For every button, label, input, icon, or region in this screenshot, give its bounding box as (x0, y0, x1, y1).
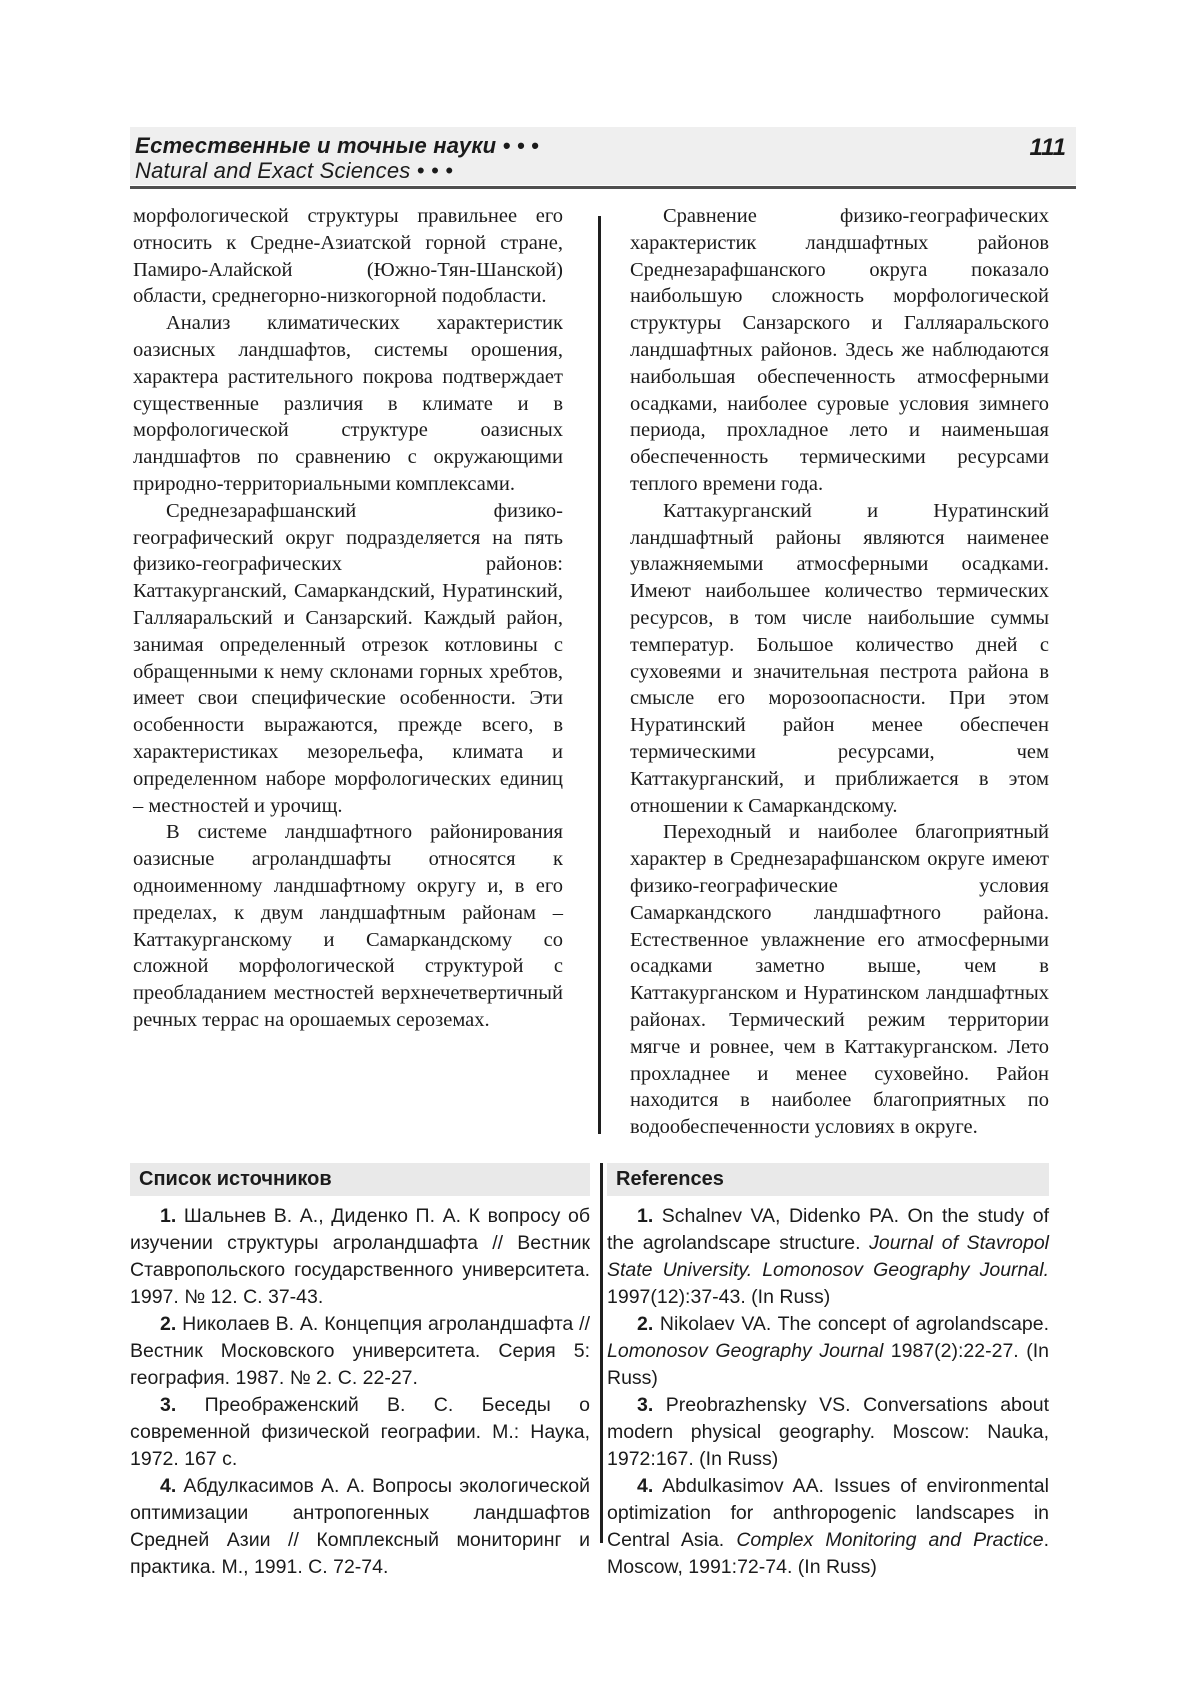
reference-item (607, 1392, 1049, 1473)
references-title: References (616, 1168, 724, 1190)
reference-item (130, 1392, 590, 1473)
reference-segment: Abdulkasimov AA. Issues of environmental optimization for anthropogenic landscapes in Central Asia. (607, 1475, 1049, 1551)
column-divider (598, 216, 601, 1134)
reference-segment: 2. (637, 1313, 654, 1335)
reference-segment: 1987(2):22-27. (In Russ) (607, 1340, 1049, 1389)
reference-item (130, 1473, 590, 1581)
reference-item (130, 1203, 590, 1311)
paragraph: Переходный и наиболее благоприятный характер в Среднезарафшанском округе имеют физико-географические условия Самаркандского ландшафтного района. Естественное увлажнение его атмосферными осадками заметно выше, чем в Каттакурганском и Нуратинском ландшафтных районах. Термический режим территории мягче и ровнее, чем в Каттакурганском. Лето прохладнее и менее суховейно. Район находится в наиболее благоприятных по водообеспеченности условиях в округе. (630, 821, 1049, 1139)
paragraph: Анализ климатических характеристик оазисных ландшафтов, системы орошения, характера растительного покрова подтверждает существенные различия в климате и в морфологической структуре оазисных ландшафтов по сравнению с окружающими природно-территориальными комплексами. (133, 312, 563, 495)
reference-segment: Schalnev VA, Didenko PA. On the study of the agrolandscape structure. (607, 1205, 1049, 1254)
reference-segment: Complex Monitoring and Practice (736, 1529, 1044, 1551)
reference-segment: Преображенский В. С. Беседы о современной физической географии. М.: Наука, 1972. 167 с. (130, 1394, 590, 1470)
reference-segment: 2. (160, 1313, 177, 1335)
reference-segment: Шальнев В. А., Диденко П. А. К вопросу об изучении структуры агроландшафта // Вестник Ставропольского государственного университета. 1997. № 12. С. 37-43. (130, 1205, 590, 1308)
reference-segment: Journal of Stavropol State University. Lomonosov Geography Journal. (607, 1232, 1049, 1281)
journal-section-title-en: Natural and Exact Sciences • • • (135, 158, 454, 183)
sources-title: Список источников (139, 1168, 332, 1190)
reference-item (607, 1311, 1049, 1392)
reference-segment: Абдулкасимов А. А. Вопросы экологической оптимизации антропогенных ландшафтов Средней Азии // Комплексный мониторинг и практика. М., 1991. С. 72-74. (130, 1475, 590, 1578)
reference-item (130, 1311, 590, 1392)
reference-segment: Николаев В. А. Концепция агроландшафта // Вестник Московского университета. Серия 5: география. 1987. № 2. С. 22-27. (130, 1313, 590, 1389)
article-left-column (133, 203, 563, 1034)
reference-segment: Preobrazhensky VS. Conversations about modern physical geography. Moscow: Nauka, 1972:167. (In Russ) (607, 1394, 1049, 1470)
reference-item (607, 1473, 1049, 1581)
references-list (607, 1203, 1049, 1581)
running-header (130, 127, 1076, 185)
paragraph: Сравнение физико-географических характеристик ландшафтных районов Среднезарафшанского округа показало наибольшую сложность морфологической структуры Санзарского и Галляаральского ландшафтных районов. Здесь же наблюдаются наибольшая обеспеченность атмосферными осадками, наиболее суровые условия зимнего периода, прохладное лето и наименьшая обеспеченность термическими ресурсами теплого времени года. (630, 205, 1049, 495)
references-section (607, 1163, 1049, 1581)
reference-segment: 3. (160, 1394, 177, 1416)
reference-segment: 3. (637, 1394, 654, 1416)
reference-segment: Lomonosov Geography Journal (607, 1340, 884, 1362)
paragraph: В системе ландшафтного районирования оазисные агроландшафты относятся к одноименному ландшафтному округу и, в его пределах, к двум ландшафтным районам – Каттакурганскому и Самаркандскому со сложной морфологической структурой с преобладанием местностей верхнечетвертичный речных террас на орошаемых сероземах. (133, 821, 563, 1031)
reference-segment: Nikolaev VA. The concept of agrolandscape. (653, 1313, 1049, 1335)
header-rule (130, 186, 1076, 189)
reference-segment: 1. (160, 1205, 177, 1227)
reference-item (607, 1203, 1049, 1311)
paragraph: Среднезарафшанский физико-географический округ подразделяется на пять физико-географических районов: Каттакурганский, Самаркандский, Нуратинский, Галляаральский и Санзарский. Каждый район, занимая определенный отрезок котловины с обращенными к нему склонами горных хребтов, имеет свои специфические особенности. Эти особенности выражаются, прежде всего, в характеристиках мезорельефа, климата и определенном наборе морфологических единиц – местностей и урочищ. (133, 499, 563, 817)
references-divider (600, 1163, 603, 1543)
journal-section-title-ru: Естественные и точные науки • • • (135, 133, 539, 158)
sources-title-bar (130, 1163, 590, 1196)
sources-list (130, 1203, 590, 1581)
paragraph: морфологической структуры правильнее его относить к Средне-Азиатской горной стране, Памиро-Алайской (Южно-Тян-Шанской) области, среднегорно-низкогорной подобласти. (133, 205, 563, 308)
sources-section (130, 1163, 590, 1581)
article-right-column (630, 203, 1049, 1141)
reference-segment: . Moscow, 1991:72-74. (In Russ) (607, 1529, 1049, 1578)
reference-segment: 4. (160, 1475, 177, 1497)
reference-segment: 1. (637, 1205, 654, 1227)
reference-segment: 4. (637, 1475, 654, 1497)
paragraph: Каттакурганский и Нуратинский ландшафтный районы являются наименее увлажняемыми атмосферными осадками. Имеют наибольшее количество термических ресурсов, в том числе наибольшие суммы температур. Большое количество дней с суховеями и значительная пестрота района в смысле его морозоопасности. При этом Нуратинский район менее обеспечен термическими ресурсами, чем Каттакурганский, и приближается в этом отношении к Самаркандскому. (630, 499, 1049, 817)
reference-segment: 1997(12):37-43. (In Russ) (607, 1286, 831, 1308)
page-number: 111 (1029, 134, 1066, 161)
references-title-bar (607, 1163, 1049, 1196)
